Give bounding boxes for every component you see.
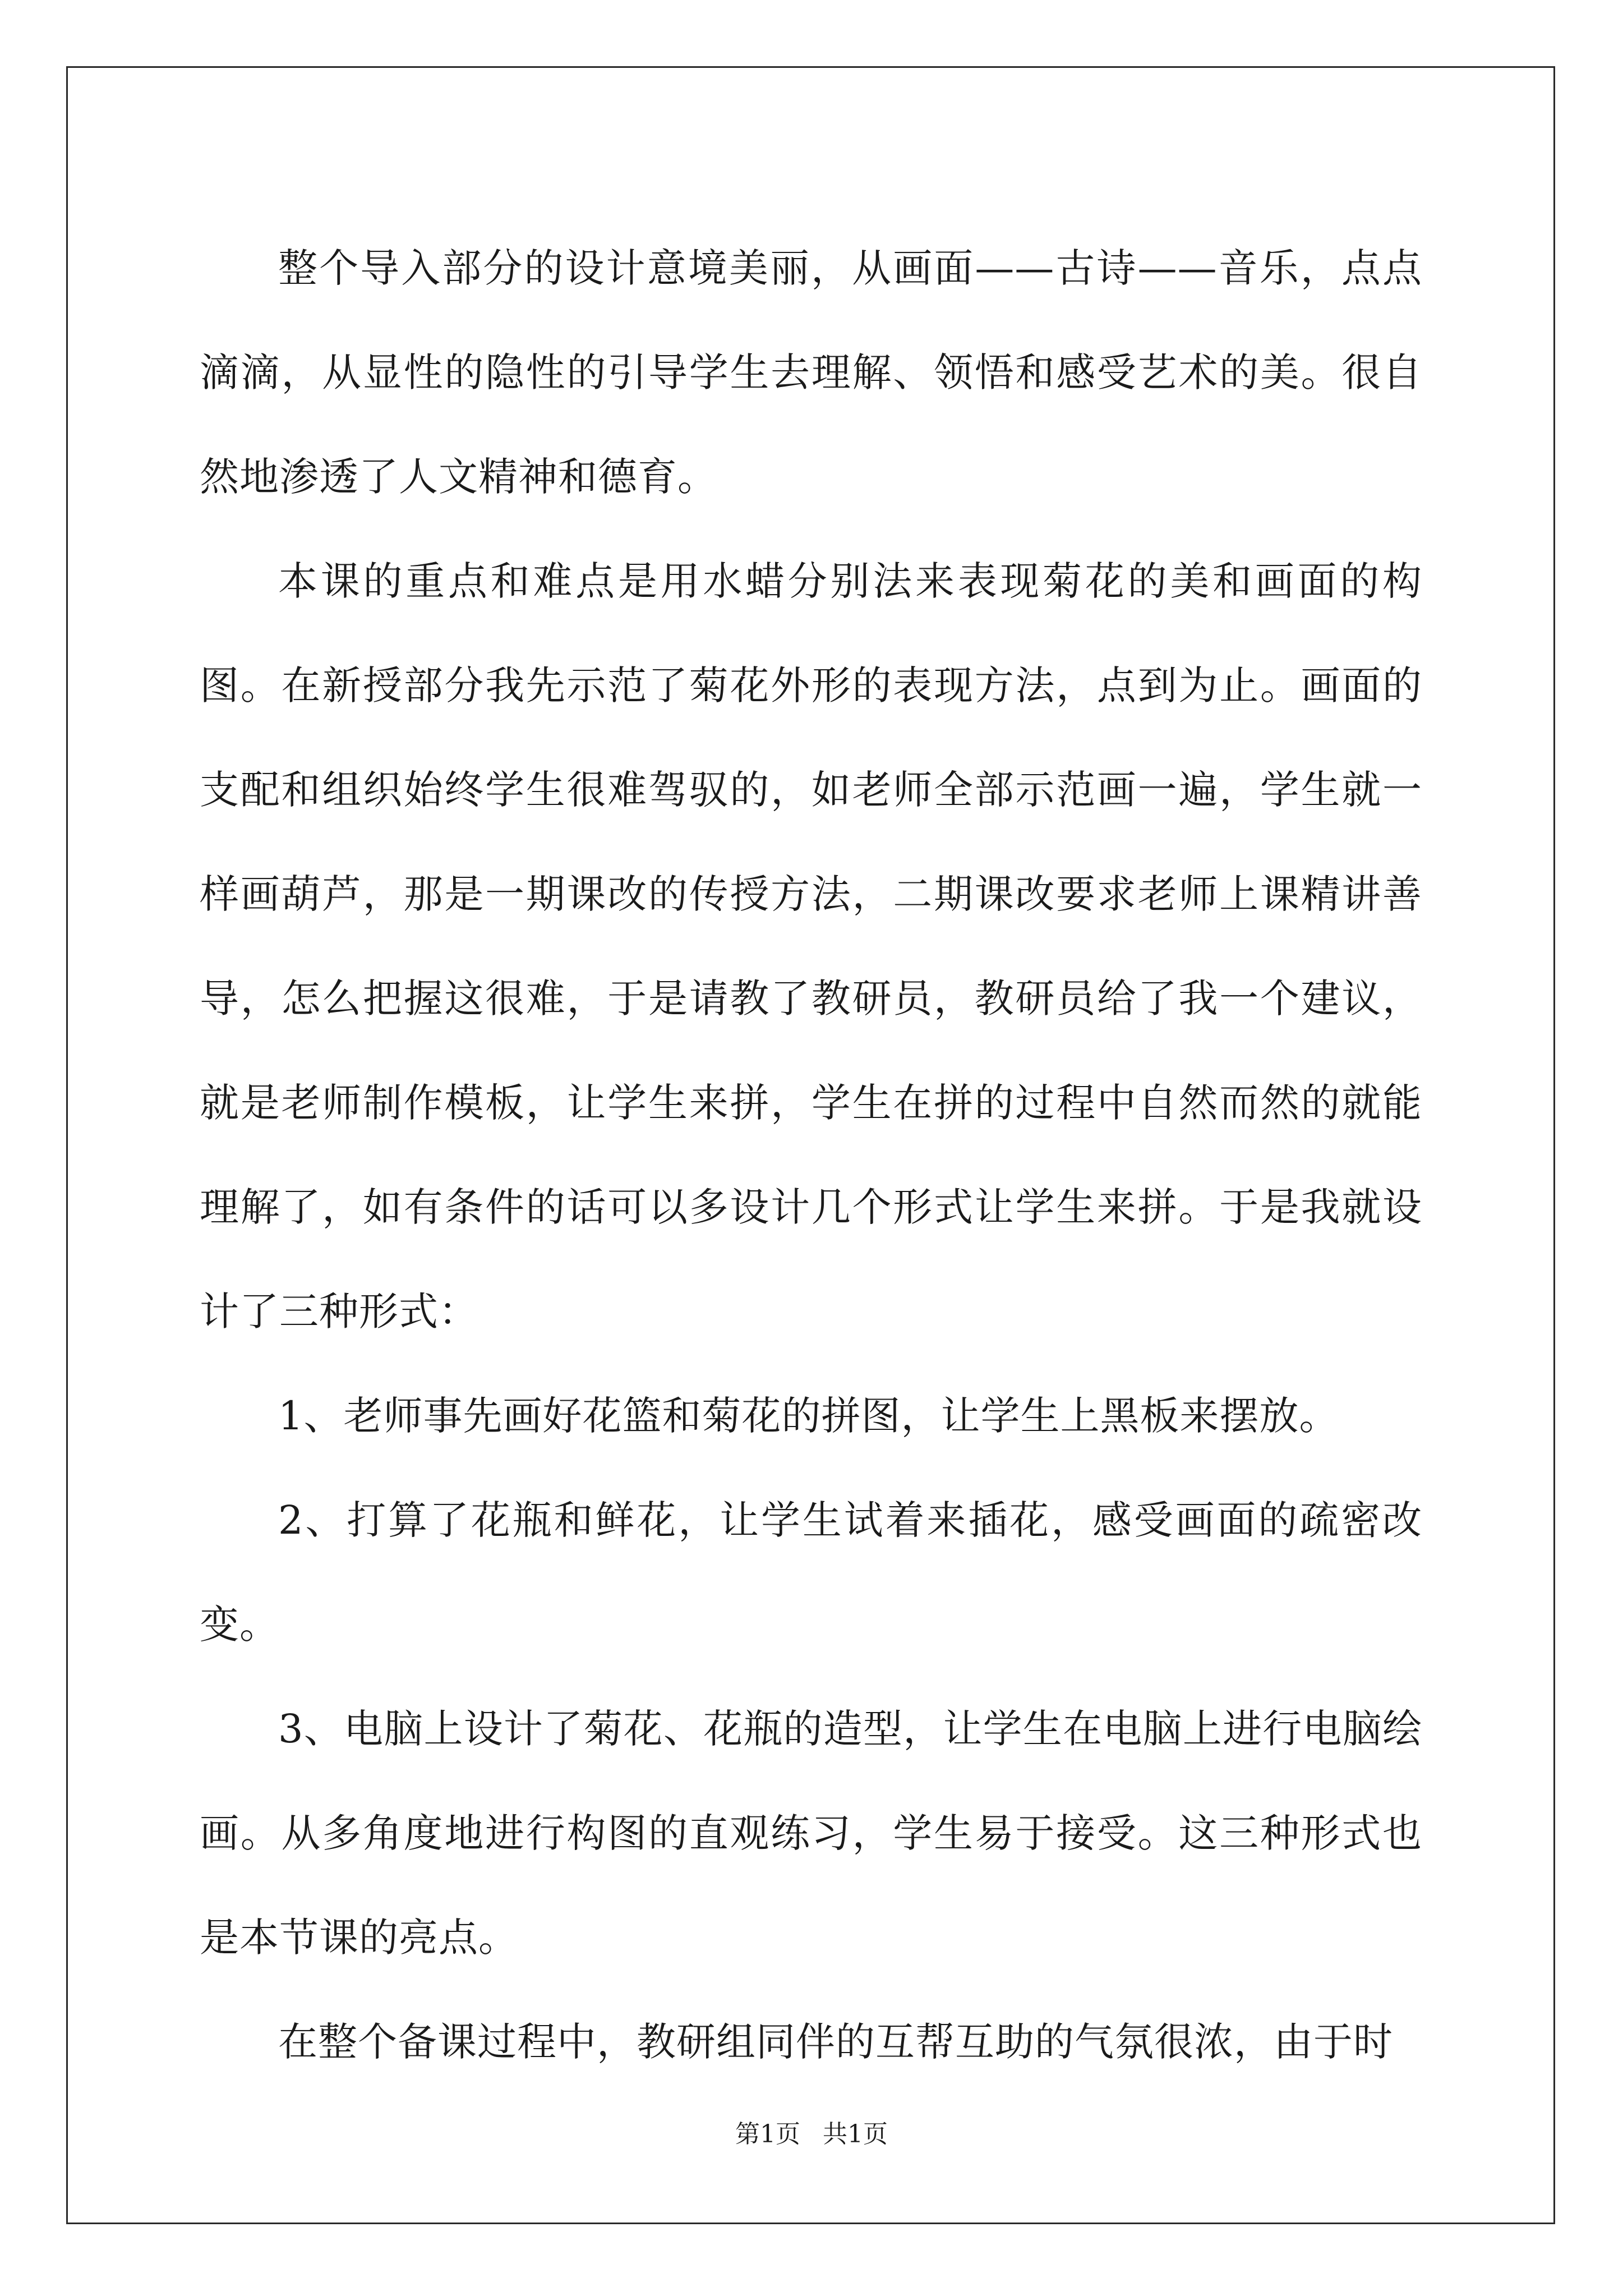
page-number-total: 共1页 [823,2120,888,2148]
page-footer [0,2114,1623,2150]
list-item-2: 2、打算了花瓶和鲜花，让学生试着来插花，感受画面的疏密改变。 [200,1497,1422,1648]
paragraph-preparation: 在整个备课过程中，教研组同伴的互帮互助的气氛很浓，由于时 [278,2019,1393,2065]
paragraph-intro: 整个导入部分的设计意境美丽，从画面——古诗——音乐，点点滴滴，从显性的隐性的引导学生去理解、领悟和感受艺术的美。很自然地渗透了人文精神和德育。 [200,245,1422,500]
list-item-3: 3、电脑上设计了菊花、花瓶的造型，让学生在电脑上进行电脑绘画。从多角度地进行构图的直观练习，学生易于接受。这三种形式也是本节课的亮点。 [200,1706,1422,1961]
paragraph-key-points: 本课的重点和难点是用水蜡分别法来表现菊花的美和画面的构图。在新授部分我先示范了菊花外形的表现方法，点到为止。画面的支配和组织始终学生很难驾驭的，如老师全部示范画一遍，学生就一样画葫芦，那是一期课改的传授方法，二期课改要求老师上课精讲善导，怎么把握这很难，于是请教了教研员，教研员给了我一个建议，就是老师制作模板，让学生来拼，学生在拼的过程中自然而然的就能理解了，如有条件的话可以多设计几个形式让学生来拼。于是我就设计了三种形式： [200,558,1422,1335]
page-number-current: 第1页 [735,2120,800,2148]
document-body [200,216,1422,2094]
list-item-1: 1、老师事先画好花篮和菊花的拼图，让学生上黑板来摆放。 [278,1393,1339,1439]
